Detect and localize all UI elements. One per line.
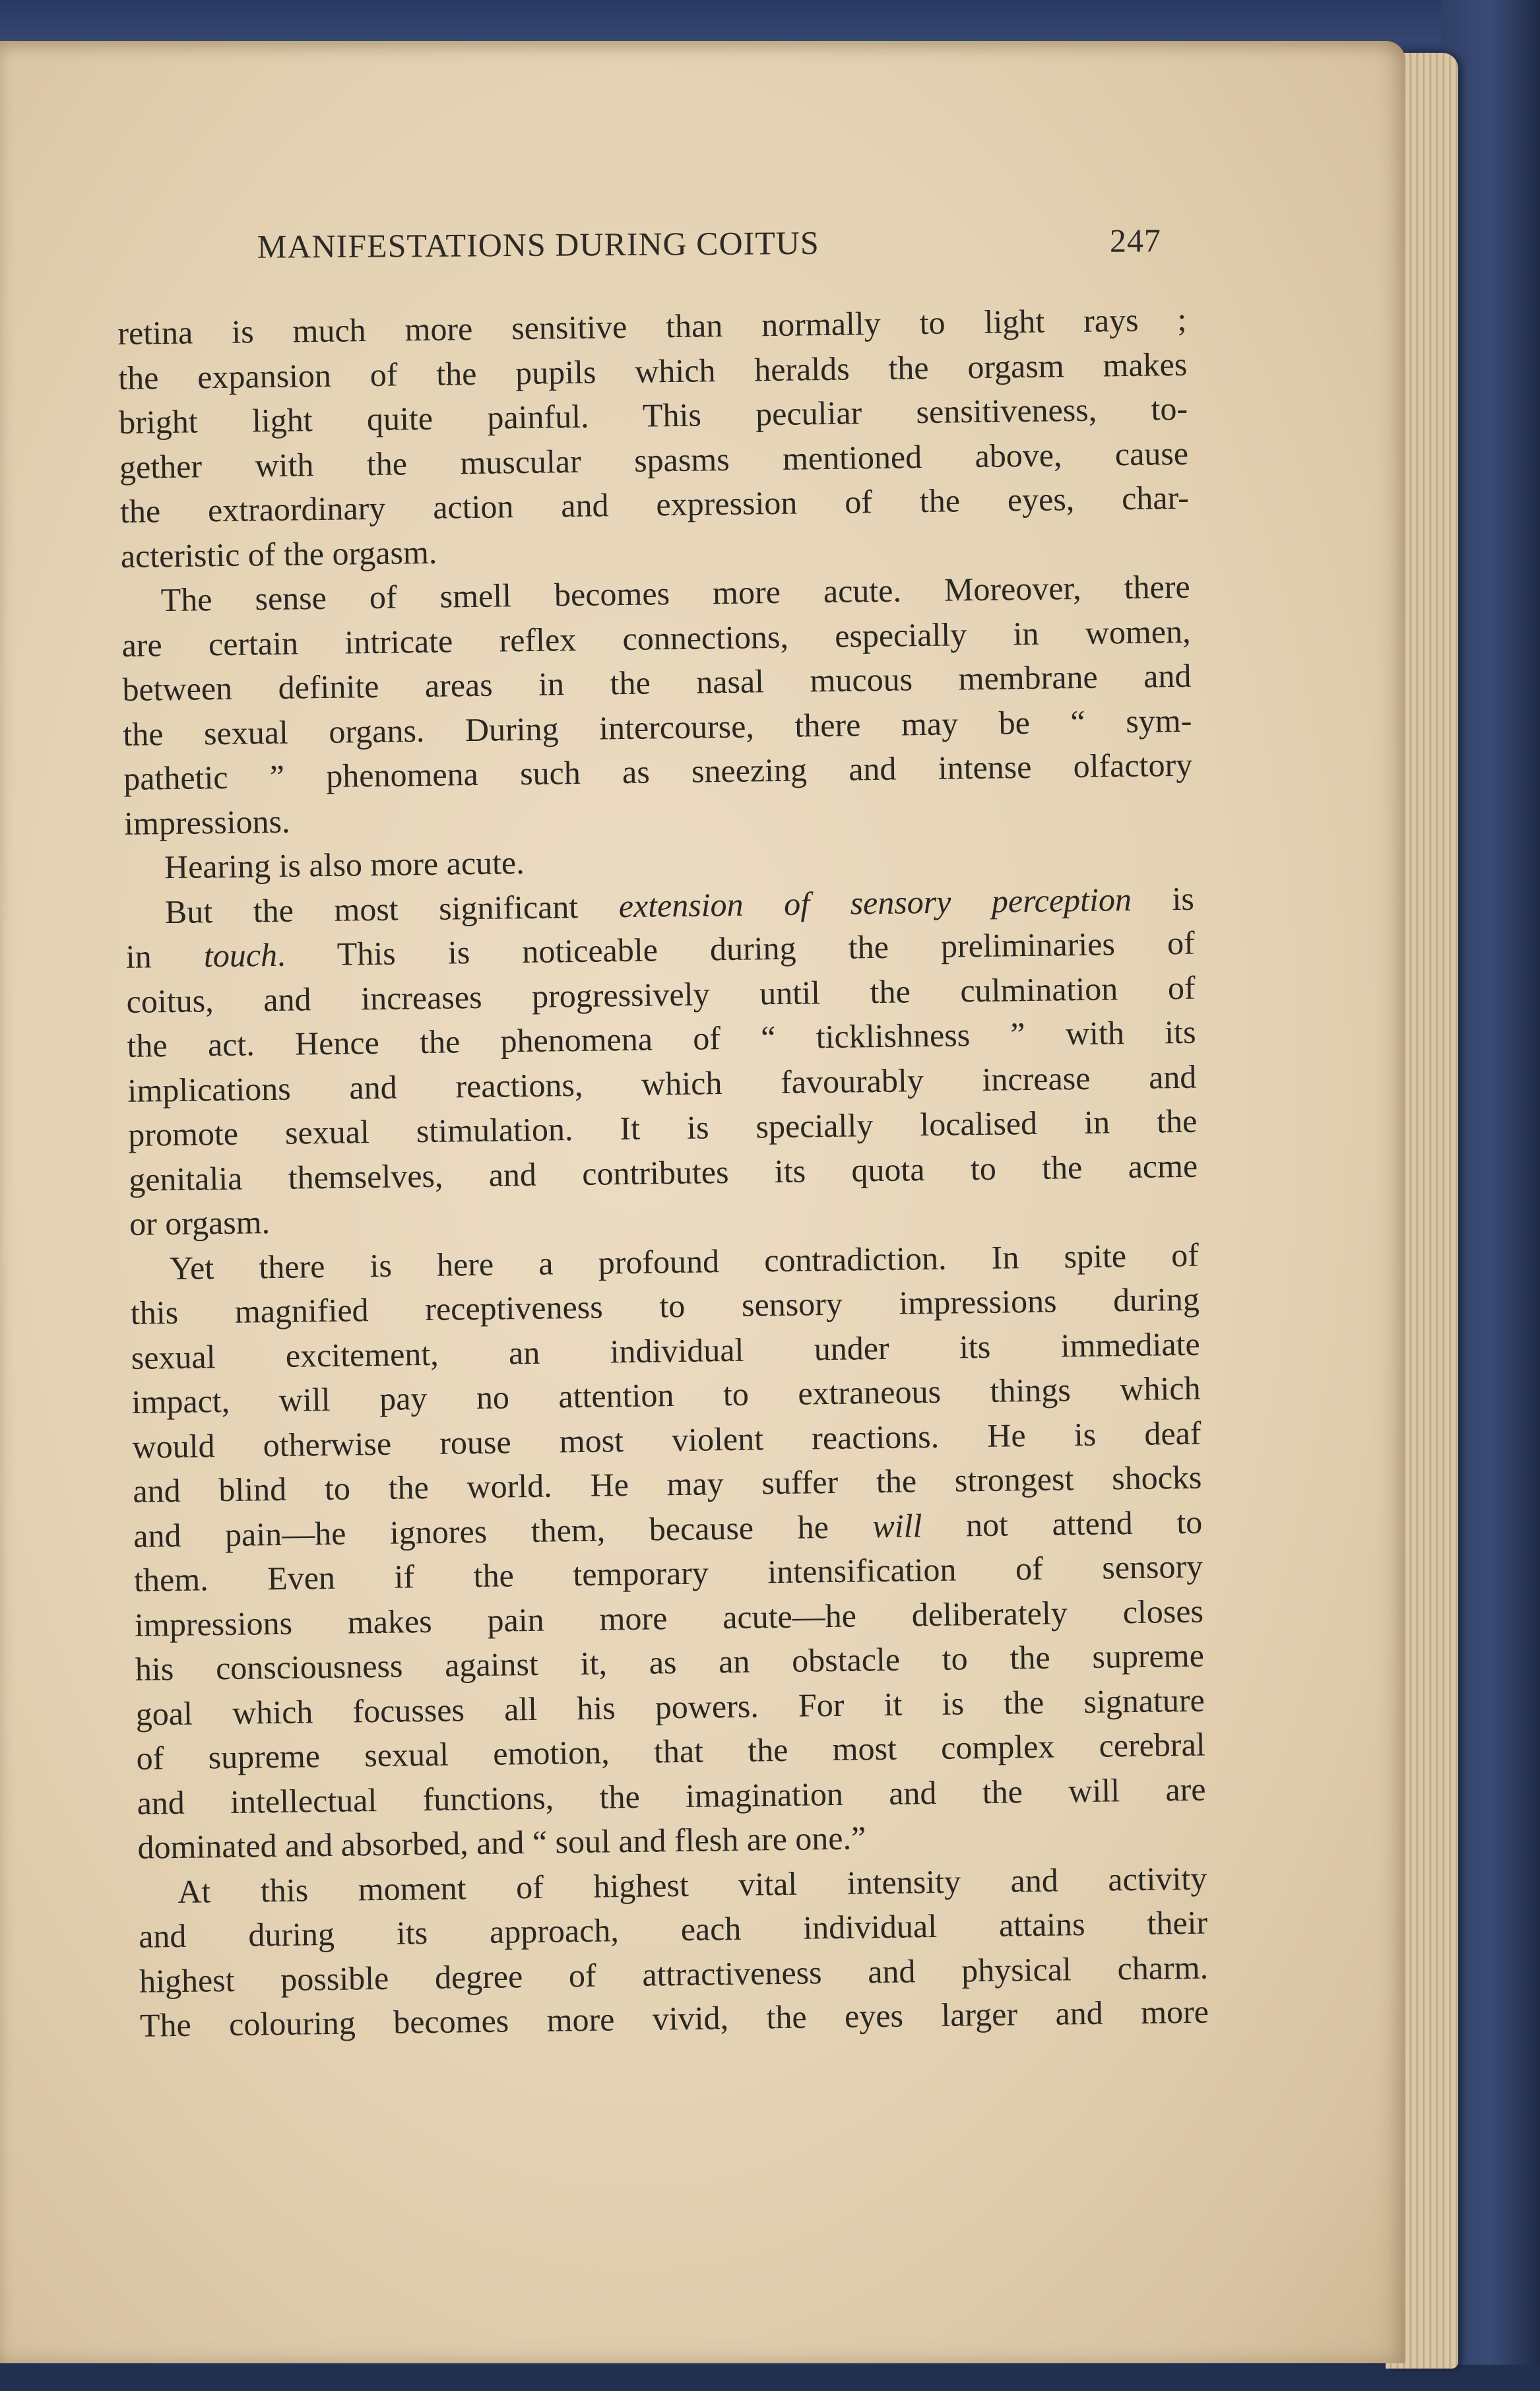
text-segment: them. Even if the temporary intensification of sensory [133, 1547, 1203, 1599]
text-segment: not attend to [922, 1503, 1203, 1544]
text-segment: and intellectual functions, the imagination and the will are [137, 1770, 1206, 1822]
text-segment: or orgasm. [129, 1203, 271, 1242]
text-segment: his consciousness against it, as an obstacle to the supreme [135, 1636, 1205, 1688]
text-segment: dominated and absorbed, and “ soul and flesh are one.” [137, 1819, 866, 1866]
text-segment: At this moment of highest vital intensity and activity [177, 1859, 1207, 1910]
text-segment: retina is much more sensitive than normally to light rays ; [117, 300, 1187, 352]
text-segment: . This is noticeable during the preliminaries of [276, 924, 1196, 973]
italic-text: extension of sensory perception [618, 880, 1132, 924]
text-segment: between definite areas in the nasal mucous membrane and [122, 656, 1192, 708]
text-segment: Yet there is here a profound contradiction. In spite of [169, 1236, 1200, 1287]
text-segment: and pain—he ignores them, because he [133, 1507, 873, 1554]
text-segment: are certain intricate reflex connections, especially in women, [121, 612, 1191, 664]
text-segment: bright light quite painful. This peculiar sensitiveness, to- [118, 389, 1188, 441]
page-number: 247 [1109, 222, 1162, 259]
text-segment: Hearing is also more acute. [164, 844, 525, 886]
text-segment: of supreme sexual emotion, that the most complex cerebral [136, 1725, 1205, 1777]
text-segment: sexual excitement, an individual under its immediate [131, 1325, 1200, 1376]
text-segment: would otherwise rouse most violent reactions. He is deaf [132, 1414, 1202, 1465]
text-segment: highest possible degree of attractiveness and physical charm. [139, 1948, 1209, 2000]
text-segment: the expansion of the pupils which heralds the orgasm makes [117, 345, 1188, 397]
book-cover-bottom-edge [0, 2365, 1540, 2391]
text-segment: acteristic of the orgasm. [120, 533, 437, 575]
italic-text: touch [203, 936, 278, 974]
text-segment: coitus, and increases progressively until the culmination of [126, 969, 1196, 1020]
text-segment: is [1131, 879, 1195, 918]
running-head [257, 221, 1162, 280]
text-segment: impressions. [123, 802, 290, 842]
text-segment: goal which focusses all his powers. For it is the signature [135, 1681, 1205, 1733]
text-segment: and during its approach, each individual attains their [138, 1903, 1208, 1955]
text-segment: the sexual organs. During intercourse, there may be “ sym- [123, 701, 1192, 753]
text-segment: this magnified receptiveness to sensory impressions during [130, 1280, 1200, 1331]
text-segment: genitalia themselves, and contributes its quota to the acme [128, 1147, 1198, 1198]
body-text [117, 298, 1209, 2048]
text-segment: in [125, 937, 205, 975]
text-segment: and blind to the world. He may suffer the strongest shocks [133, 1458, 1202, 1510]
text-segment: pathetic ” phenomena such as sneezing and intense olfactory [123, 746, 1193, 797]
text-segment: The colouring becomes more vivid, the eyes larger and more [139, 1992, 1209, 2044]
text-segment: the extraordinary action and expression of the eyes, char- [119, 478, 1190, 530]
text-segment: impressions makes pain more acute—he deliberately closes [134, 1592, 1204, 1643]
text-segment: gether with the muscular spasms mentioned above, cause [119, 434, 1189, 486]
text-segment: impact, will pay no attention to extraneous things which [131, 1369, 1201, 1420]
text-segment: The sense of smell becomes more acute. Moreover, there [160, 567, 1190, 619]
italic-text: will [872, 1506, 922, 1545]
text-segment: But the most significant [164, 887, 620, 930]
text-segment: implications and reactions, which favourably increase and [127, 1058, 1197, 1109]
text-segment: promote sexual stimulation. It is specially localised in the [127, 1102, 1198, 1153]
running-title: MANIFESTATIONS DURING COITUS [257, 224, 819, 265]
text-segment: the act. Hence the phenomena of “ ticklishness ” with its [127, 1013, 1196, 1064]
